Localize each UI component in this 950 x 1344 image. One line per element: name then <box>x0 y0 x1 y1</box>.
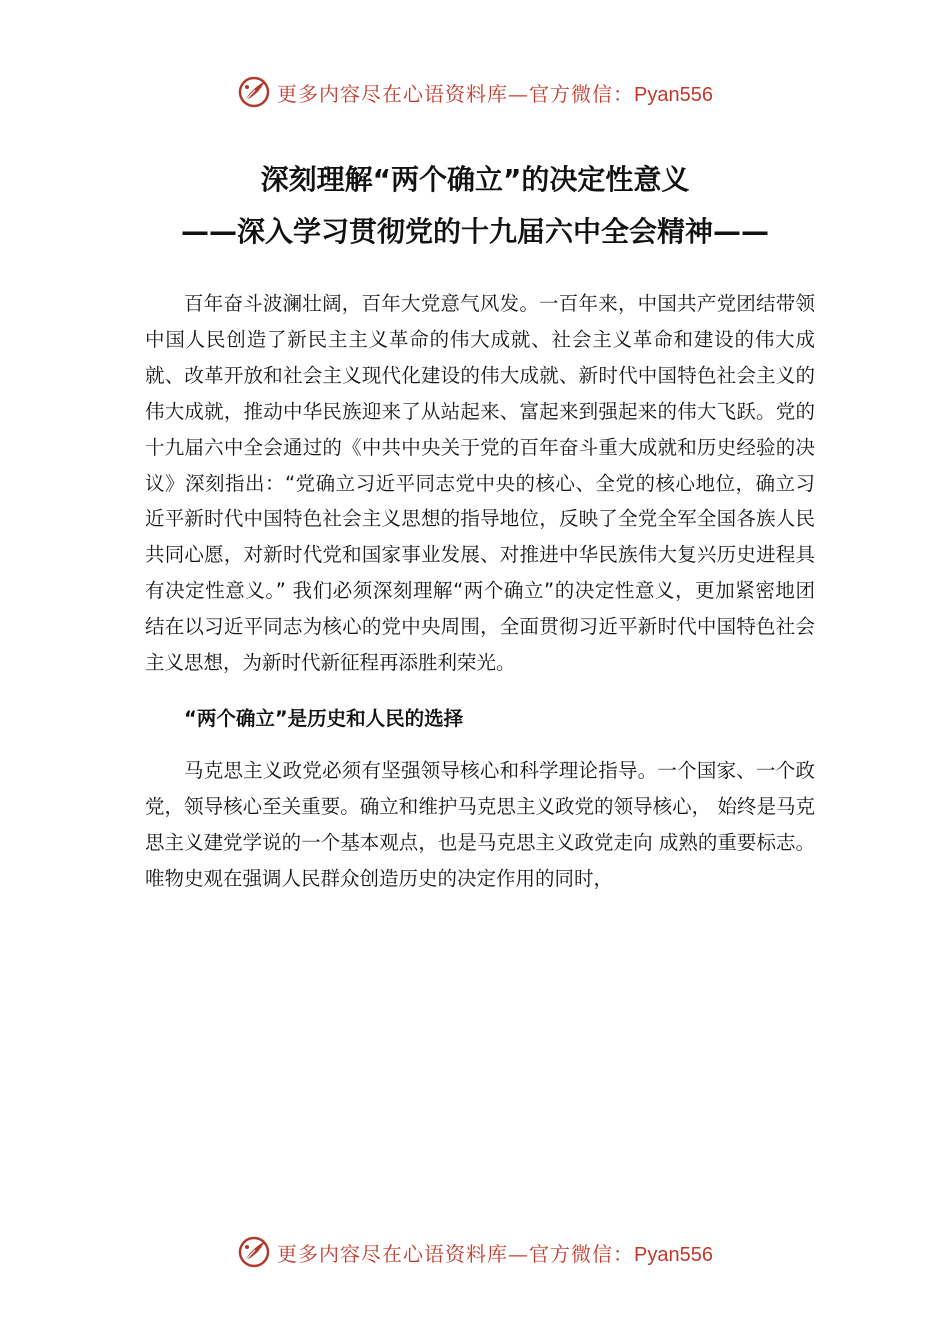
document-title: 深刻理解“两个确立”的决定性意义 <box>260 163 690 196</box>
section-heading: “两个确立”是历史和人民的选择 <box>184 706 464 730</box>
feather-pen-circle-icon <box>237 75 271 109</box>
document-subtitle: ——深入学习贯彻党的十九届六中全会精神—— <box>180 215 769 248</box>
watermark-label: 更多内容尽在心语资料库—官方微信： <box>277 81 635 106</box>
feather-pen-circle-icon <box>237 1235 271 1269</box>
watermark-wechat-id: Pyan556 <box>634 83 713 106</box>
document-body <box>145 286 815 897</box>
paragraph-intro: 百年奋斗波澜壮阔，百年大党意气风发。一百年来，中国共产党团结带领中国人民创造了新民主主义革命的伟大成就、社会主义革命和建设的伟大成就、改革开放和社会主义现代化建设的伟大成就、新时代中国特色社会主义的伟大成就，推动中华民族迎来了从站起来、富起来到强起来的伟大飞跃。党的十九届六中全会通过的《中共中央关于党的百年奋斗重大成就和历史经验的决议》深刻指出：“党确立习近平同志党中央的核心、全党的核心地位，确立习近平新时代中国特色社会主义思想的指导地位，反映了全党全军全国各族人民共同心愿，对新时代党和国家事业发展、对推进中华民族伟大复兴历史进程具有决定性意义。” 我们必须深刻理解“两个确立”的决定性意义，更加紧密地团结在以习近平同志为核心的党中央周围，全面贯彻习近平新时代中国特色社会主义思想，为新时代新征程再添胜利荣光。 <box>145 292 815 675</box>
header-watermark <box>0 72 950 112</box>
watermark-label: 更多内容尽在心语资料库—官方微信： <box>277 1241 635 1266</box>
watermark-text <box>277 1238 713 1267</box>
watermark-text <box>277 78 713 107</box>
paragraph-section-1: 马克思主义政党必须有坚强领导核心和科学理论指导。一个国家、一个政党，领导核心至关重要。确立和维护马克思主义政党的领导核心， 始终是马克思主义建党学说的一个基本观点，也是马克思主义政党走向 成熟的重要标志。唯物史观在强调人民群众创造历史的决定作用的同时， <box>145 758 815 890</box>
footer-watermark <box>0 1232 950 1272</box>
watermark-wechat-id: Pyan556 <box>634 1243 713 1266</box>
